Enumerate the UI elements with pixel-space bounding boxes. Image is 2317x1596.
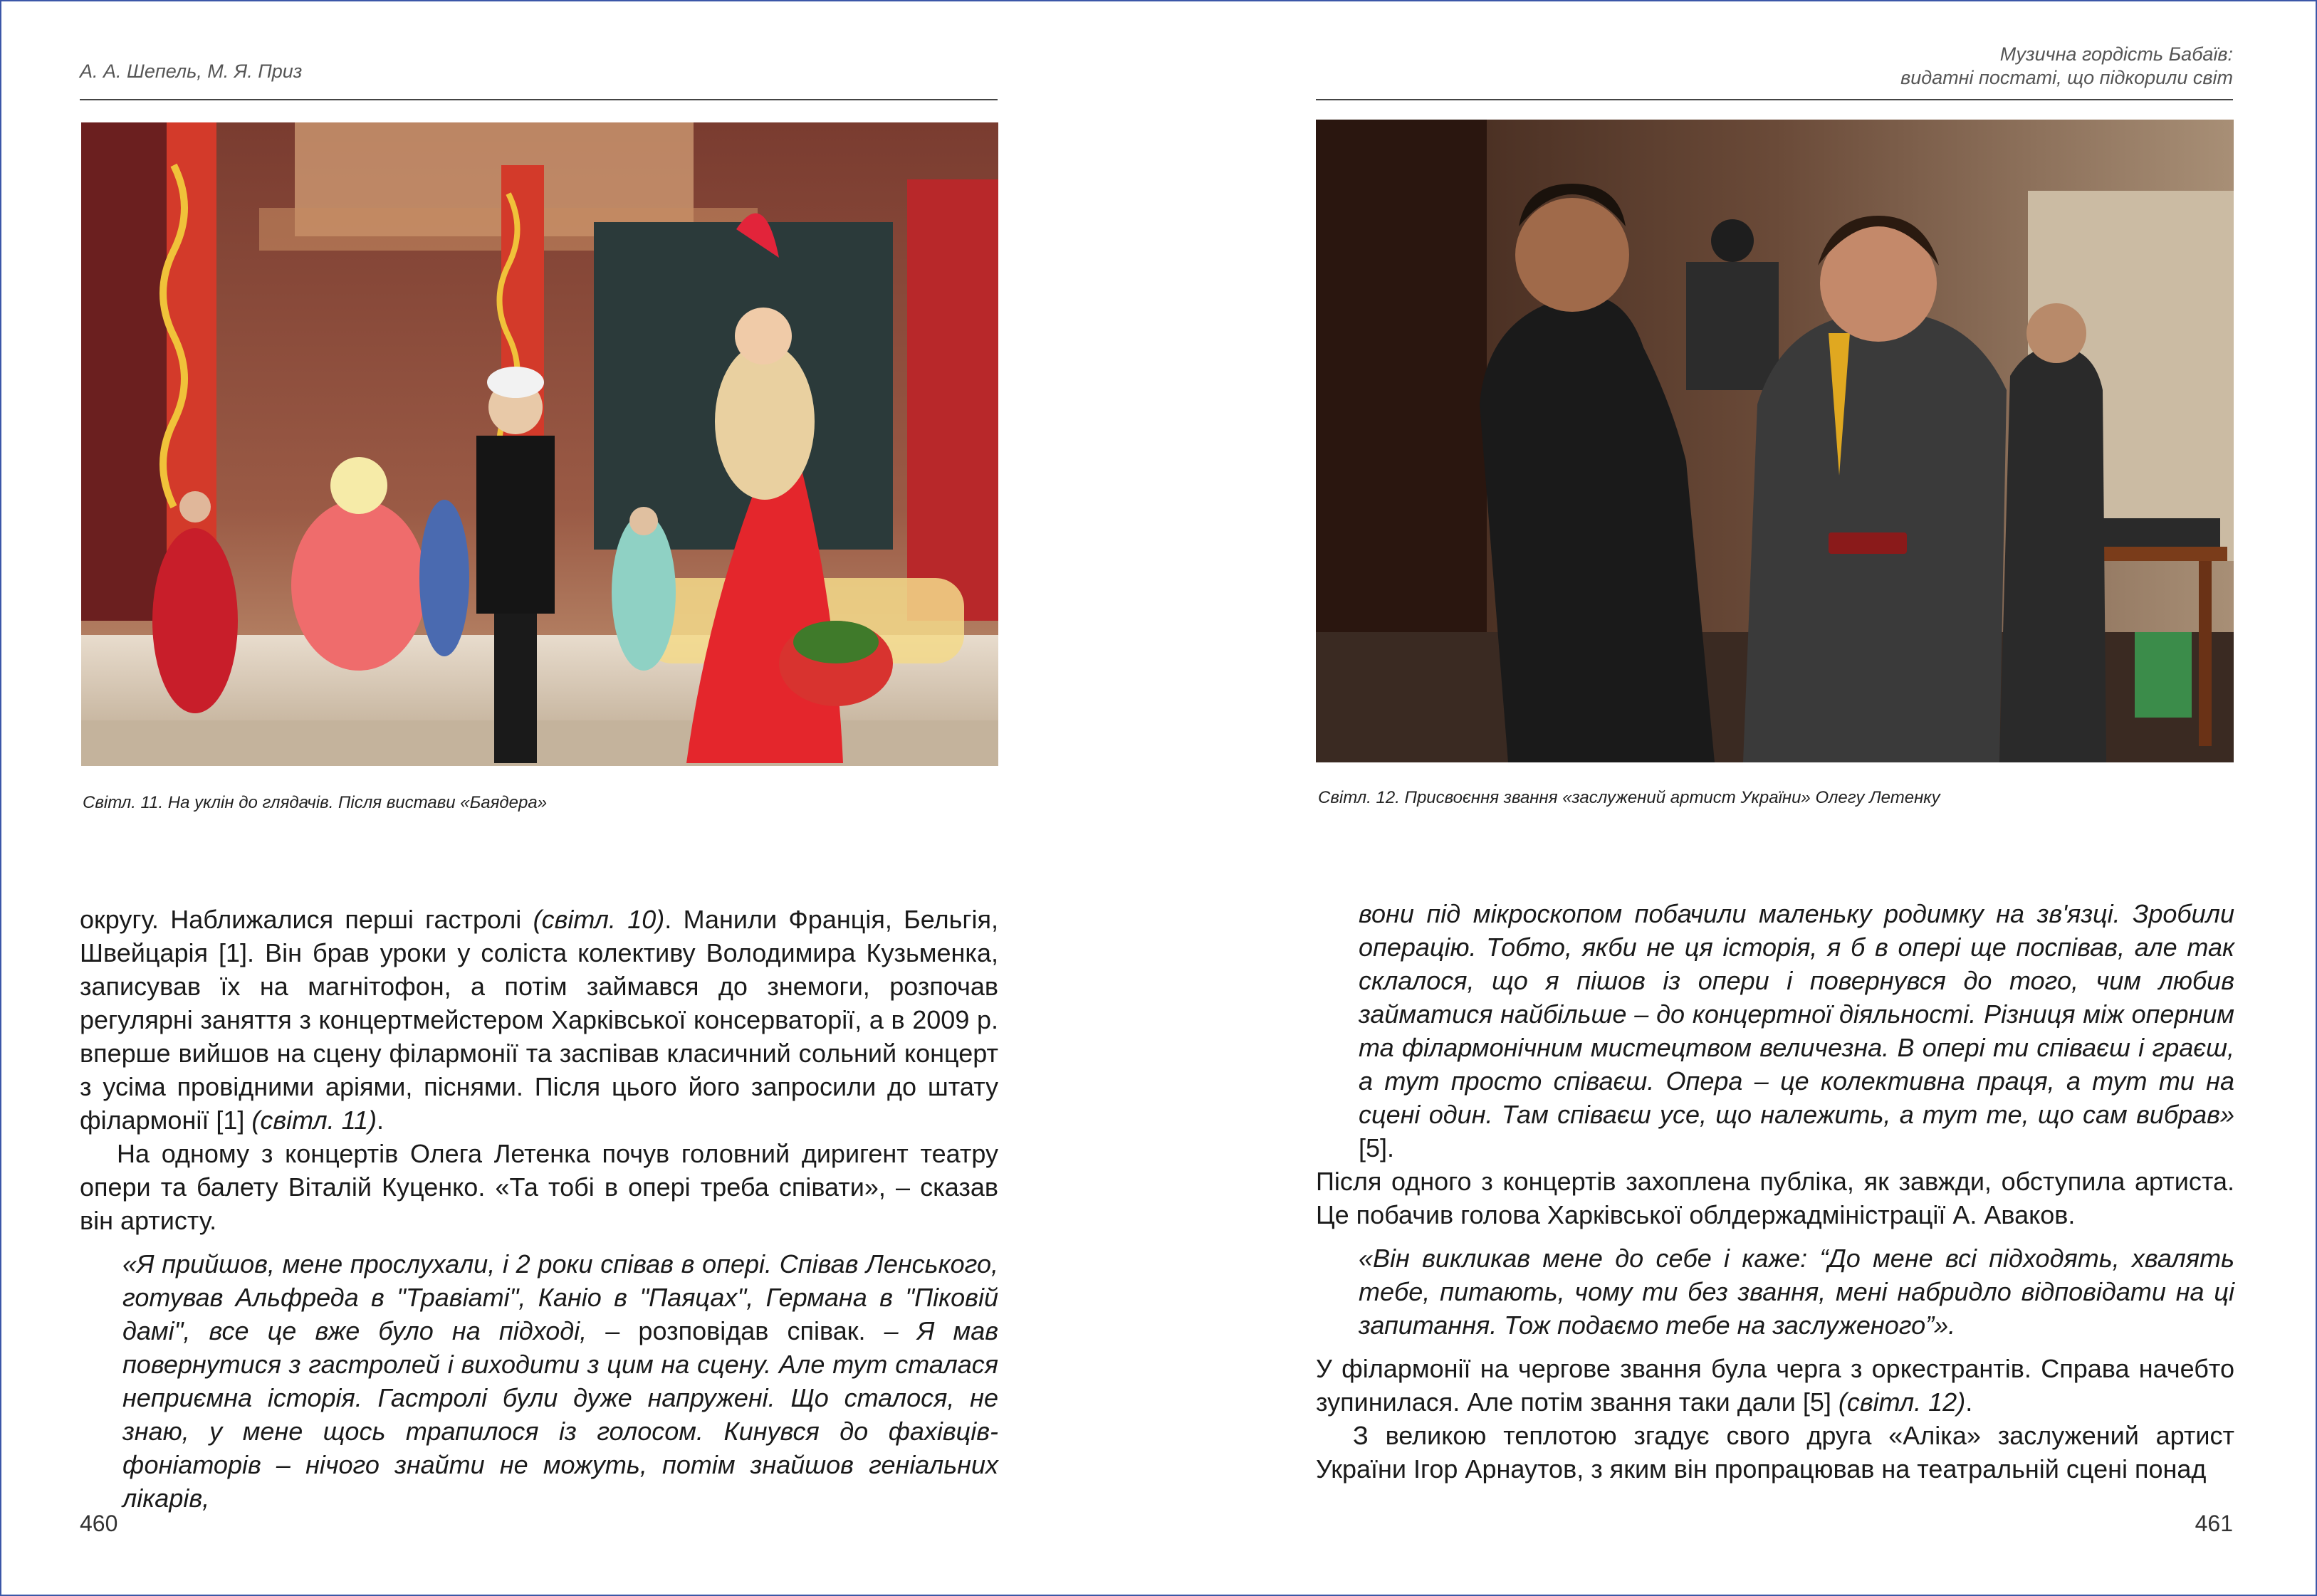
quote-block: «Я прийшов, мене прослухали, і 2 роки співав в опері. Співав Ленського, готував Альфреда в "Травіаті", Каніо в "Паяцах", Германа в "Піковій дамі", все це вже було на підході, – розповідав співак. – Я мав повернутися з гастролей і виходити з цим на сцену. Але тут сталася неприємна історія. Гастролі були дуже напружені. Що сталося, не знаю, у мене щось трапилося із голосом. Кинувся до фахівців-фоніаторів – нічого знайти не можуть, потім знайшов геніальних лікарів, (122, 1249, 999, 1513)
paragraph: Після одного з концертів захоплена публіка, як завжди, обступила артиста. Це побачив голова Харківської облдержадміністрації А. Аваков. (1316, 1167, 2234, 1229)
photo-award-ceremony (1316, 120, 2234, 762)
paragraph: округу. Наближалися перші гастролі (світл. 10). Манили Франція, Бельгія, Швейцарія [1]. Він брав уроки у соліста колективу Володимира Кузьменка, записував їх на магнітофон, а потім займався до знемоги, розпочав регулярні заняття з концертмейстером Харківської консерваторії, а в 2009 р. вперше вийшов на сцену філармонії та заспівав класичний сольний концерт з усіма провідними аріями, піснями. Після цього його запросили до штату філармонії [1] (світл. 11). (80, 905, 998, 1135)
running-head-line1: Музична гордість Бабаїв: (1999, 43, 2233, 65)
left-body-text (80, 903, 998, 1515)
paragraph: З великою теплотою згадує свого друга «Аліка» заслужений артист України Ігор Арнаутов, з яким він пропрацював на театральній сцені понад (1316, 1421, 2234, 1484)
header-rule (1316, 99, 2233, 100)
running-head-line2: видатні постаті, що підкорили світ (1900, 67, 2233, 88)
photo-stage-bow (81, 122, 998, 766)
photo-caption-12: Світл. 12. Присвоєння звання «заслужений артист України» Олегу Летенку (1318, 788, 1940, 807)
paragraph: На одному з концертів Олега Летенка почув головний диригент театру опери та балету Віталій Куценко. «Та тобі в опері треба співати», – сказав він артисту. (80, 1139, 998, 1235)
photo-caption-11: Світл. 11. На уклін до глядачів. Після вистави «Баядера» (83, 793, 548, 812)
running-head-right (1900, 43, 2233, 90)
page-number-left: 460 (80, 1511, 118, 1536)
header-rule (80, 99, 998, 100)
running-head-left: А. А. Шепель, М. Я. Приз (80, 61, 303, 82)
paragraph: У філармонії на чергове звання була черга з оркестрантів. Справа начебто зупинилася. Але потім звання таки дали [5] (світл. 12). (1316, 1354, 2234, 1417)
quote-block: «Він викликав мене до себе і каже: “До мене всі підходять, хвалять тебе, питають, чому ти без звання, мені набридло відповідати на ці запитання. Тож подаємо тебе на заслуженого”». (1359, 1244, 2234, 1340)
quote-block: вони під мікроскопом побачили маленьку родимку на зв'язці. Зробили операцію. Тобто, якби не ця історія, я б в опері ще поспівав, але так склалося, що я пішов із опери і повернувся до того, чим любив займатися найбільше – до концертної діяльності. Різниця між оперним та філармонічним мистецтвом величезна. В опері ти співаєш і граєш, а тут просто співаєш. Опера – це колективна праця, а тут ти на сцені один. Там співаєш усе, що належить, а тут те, що сам вибрав» [5]. (1359, 899, 2234, 1162)
page-number-right: 461 (2195, 1511, 2233, 1536)
right-body-text (1316, 897, 2234, 1486)
right-page (1158, 0, 2317, 1596)
left-page (0, 0, 1158, 1596)
